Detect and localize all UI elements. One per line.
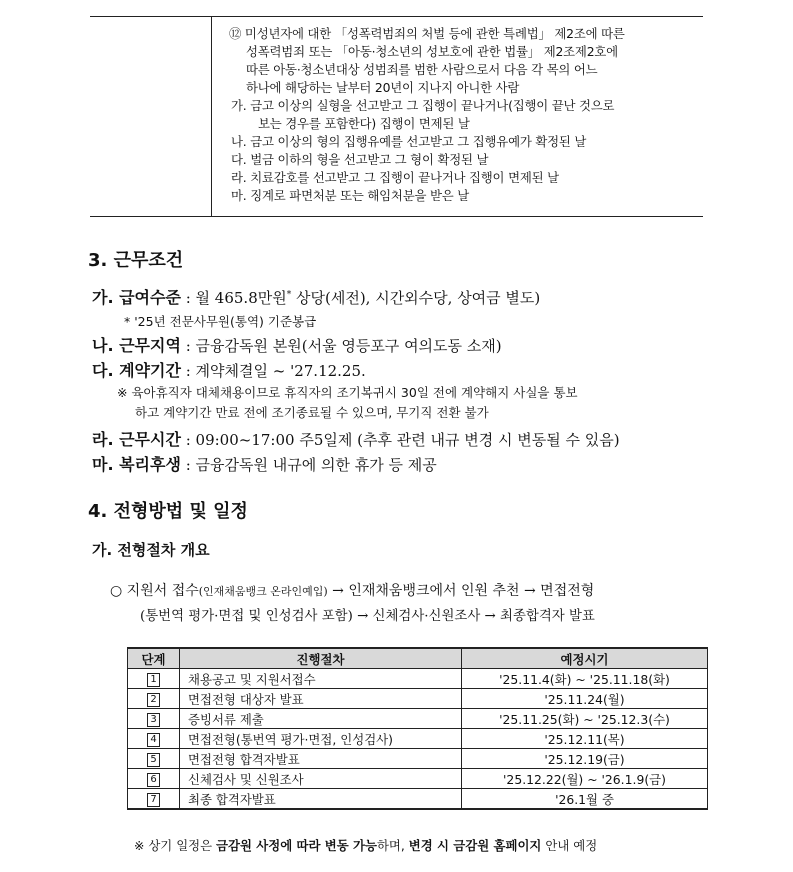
schedule-footnote xyxy=(134,836,597,854)
period-value: : 계약체결일 ~ '27.12.25. xyxy=(185,362,366,380)
procedure-cell: 면접전형(통번역 평가·면접, 인성검사) xyxy=(180,729,462,749)
period-row xyxy=(92,358,366,381)
clause-item-da: 다. 벌금 이하의 형을 선고받고 그 형이 확정된 날 xyxy=(231,152,489,167)
table-row xyxy=(128,709,708,729)
salary-label: 가. 급여수준 xyxy=(92,288,181,307)
footnote-part-1: ※ 상기 일정은 xyxy=(134,838,217,853)
clause-12-line-1: ⑫ 미성년자에 대한 「성폭력범죄의 처벌 등에 관한 특례법」 제2조에 따른 xyxy=(229,26,625,41)
clause-12-line-4: 하나에 해당하는 날부터 20년이 지나지 아니한 사람 xyxy=(246,80,520,95)
procedure-cell: 신체검사 및 신원조사 xyxy=(180,769,462,789)
welfare-label: 마. 복리후생 xyxy=(92,455,181,474)
clause-12-line-2: 성폭력범죄 또는 「아동·청소년의 성보호에 관한 법률」 제2조제2호에 xyxy=(246,44,618,59)
procedure-cell: 증빙서류 제출 xyxy=(180,709,462,729)
procedure-cell: 면접전형 합격자발표 xyxy=(180,749,462,769)
table-row xyxy=(128,749,708,769)
section-4-heading: 4. 전형방법 및 일정 xyxy=(88,501,248,522)
overview-text-small: (인재채움뱅크 온라인예입) xyxy=(198,585,328,598)
clause-item-na: 나. 금고 이상의 형의 집행유예를 선고받고 그 집행유예가 확정된 날 xyxy=(231,134,587,149)
procedure-cell: 채용공고 및 지원서접수 xyxy=(180,669,462,689)
location-row xyxy=(92,333,502,356)
date-cell: '25.12.11(목) xyxy=(462,729,708,749)
date-cell: '25.12.19(금) xyxy=(462,749,708,769)
stage-number: 3 xyxy=(147,713,160,727)
stage-number: 1 xyxy=(147,673,160,687)
clause-12-line-3: 따른 아동·청소년대상 성범죄를 범한 사람으로서 다음 각 목의 어느 xyxy=(246,62,598,77)
header-stage: 단계 xyxy=(128,648,180,669)
date-cell: '25.11.25(화) ~ '25.12.3(수) xyxy=(462,709,708,729)
table-row xyxy=(128,769,708,789)
stage-number: 4 xyxy=(147,733,160,747)
footnote-part-2: 하며, xyxy=(376,838,409,853)
overview-text-post: → 인재채움뱅크에서 인원 추천 → 면접전형 xyxy=(327,583,595,599)
header-procedure: 진행절차 xyxy=(180,648,462,669)
stage-number: 5 xyxy=(147,753,160,767)
stage-number: 6 xyxy=(147,773,160,787)
salary-row xyxy=(92,285,540,308)
schedule-table xyxy=(127,647,708,810)
location-value: : 금융감독원 본원(서울 영등포구 여의도동 소재) xyxy=(185,337,502,355)
overview-text-pre: 지원서 접수 xyxy=(126,583,199,599)
overview-line-1 xyxy=(110,580,594,600)
process-overview-heading: 가. 전형절차 개요 xyxy=(92,541,210,559)
clause-item-ra: 라. 치료감호를 선고받고 그 집행이 끝나거나 집행이 면제된 날 xyxy=(231,170,559,185)
salary-value: : 월 465.8만원 xyxy=(185,289,287,307)
box-divider xyxy=(211,17,212,216)
date-cell: '25.11.24(월) xyxy=(462,689,708,709)
salary-value-post: 상당(세전), 시간외수당, 상여금 별도) xyxy=(291,289,541,307)
period-label: 다. 계약기간 xyxy=(92,361,181,380)
table-row xyxy=(128,689,708,709)
overview-line-2: (통번역 평가·면접 및 인성검사 포함) → 신체검사·신원조사 → 최종합격자 발표 xyxy=(140,609,595,624)
period-note-line-2: 하고 계약기간 만료 전에 조기종료될 수 있으며, 무기직 전환 불가 xyxy=(135,405,489,420)
clause-item-ga: 가. 금고 이상의 실형을 선고받고 그 집행이 끝나거나(집행이 끝난 것으로 xyxy=(231,98,615,113)
period-note-line-1: ※ 육아휴직자 대체채용이므로 휴직자의 조기복귀시 30일 전에 계약해지 사실을 통보 xyxy=(117,385,578,400)
location-label: 나. 근무지역 xyxy=(92,336,181,355)
overview-bullet: ○ xyxy=(110,583,123,599)
welfare-value: : 금융감독원 내규에 의한 휴가 등 제공 xyxy=(185,456,437,474)
header-date: 예정시기 xyxy=(462,648,708,669)
section-3-heading: 3. 근무조건 xyxy=(88,250,184,271)
clause-item-ga-cont: 보는 경우를 포함한다) 집행이 면제된 날 xyxy=(258,116,470,131)
date-cell: '26.1월 중 xyxy=(462,789,708,810)
table-row xyxy=(128,789,708,810)
welfare-row xyxy=(92,452,437,475)
procedure-cell: 최종 합격자발표 xyxy=(180,789,462,810)
table-row xyxy=(128,669,708,689)
clause-item-ma: 마. 징계로 파면처분 또는 해임처분을 받은 날 xyxy=(231,188,470,203)
hours-row xyxy=(92,427,620,450)
stage-number: 7 xyxy=(147,793,160,807)
salary-sup: * xyxy=(286,290,292,300)
hours-label: 라. 근무시간 xyxy=(92,430,181,449)
footnote-bold-2: 변경 시 금감원 홈페이지 xyxy=(408,838,542,853)
footnote-bold-1: 금감원 사정에 따라 변동 가능 xyxy=(216,838,377,853)
footnote-part-3: 안내 예정 xyxy=(541,838,598,853)
procedure-cell: 면접전형 대상자 발표 xyxy=(180,689,462,709)
date-cell: '25.12.22(월) ~ '26.1.9(금) xyxy=(462,769,708,789)
table-header-row xyxy=(128,648,708,669)
table-row xyxy=(128,729,708,749)
date-cell: '25.11.4(화) ~ '25.11.18(화) xyxy=(462,669,708,689)
stage-number: 2 xyxy=(147,693,160,707)
hours-value: : 09:00~17:00 주5일제 (추후 관련 내규 변경 시 변동될 수 있음) xyxy=(185,431,620,449)
salary-note: * '25년 전문사무원(통역) 기준봉급 xyxy=(124,314,317,329)
